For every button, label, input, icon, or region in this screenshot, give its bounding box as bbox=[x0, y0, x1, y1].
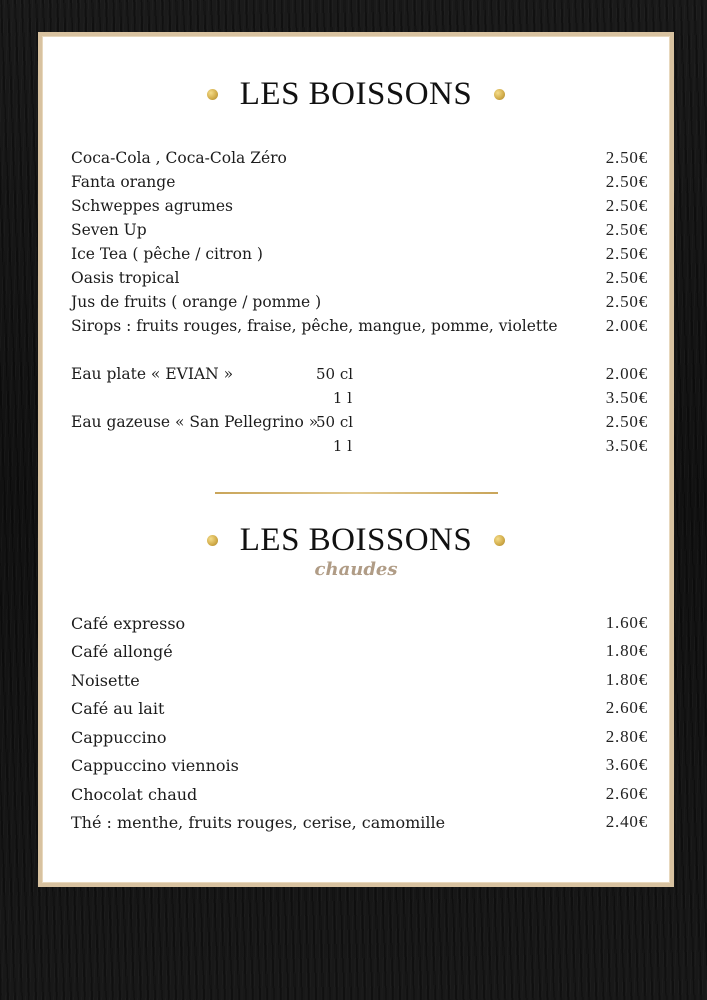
item-name: Noisette bbox=[71, 670, 140, 690]
gold-dot-icon bbox=[207, 89, 218, 100]
menu-card bbox=[38, 32, 674, 887]
item-name: Ice Tea ( pêche / citron ) bbox=[71, 245, 263, 263]
item-price: 1.60€ bbox=[605, 613, 648, 632]
item-name: Seven Up bbox=[71, 221, 147, 239]
gold-dot-icon bbox=[494, 535, 505, 546]
menu-item bbox=[71, 218, 648, 242]
menu-item bbox=[71, 810, 648, 834]
item-name: Café au lait bbox=[71, 698, 165, 718]
item-name: Chocolat chaud bbox=[71, 784, 198, 804]
item-price: 2.50€ bbox=[605, 148, 648, 167]
item-size: 1 l bbox=[332, 437, 352, 455]
item-price: 2.50€ bbox=[605, 244, 648, 263]
item-name: Cappuccino bbox=[71, 727, 167, 747]
item-name: Café allongé bbox=[71, 641, 173, 661]
item-name: Fanta orange bbox=[71, 173, 176, 191]
item-price: 2.00€ bbox=[605, 364, 648, 383]
item-price: 2.50€ bbox=[605, 292, 648, 311]
item-price: 2.40€ bbox=[605, 812, 648, 831]
water-item bbox=[71, 362, 648, 386]
item-price: 2.00€ bbox=[605, 316, 648, 335]
item-price: 2.50€ bbox=[605, 220, 648, 239]
item-size: 50 cl bbox=[316, 365, 354, 383]
item-name: Eau plate « EVIAN » bbox=[71, 365, 234, 383]
item-price: 3.60€ bbox=[605, 755, 648, 774]
item-name: Café expresso bbox=[71, 613, 186, 633]
menu-item bbox=[71, 725, 648, 749]
menu-item bbox=[71, 753, 648, 777]
item-name: Oasis tropical bbox=[71, 269, 180, 287]
item-name: Coca-Cola , Coca-Cola Zéro bbox=[71, 149, 287, 167]
water-item bbox=[71, 410, 648, 434]
menu-item bbox=[71, 782, 648, 806]
item-name: Sirops : fruits rouges, fraise, pêche, mangue, pomme, violette bbox=[71, 317, 558, 335]
item-price: 2.60€ bbox=[605, 698, 648, 717]
menu-item bbox=[71, 290, 648, 314]
hot-drinks-title: LES BOISSONS bbox=[239, 522, 473, 558]
item-price: 2.60€ bbox=[605, 784, 648, 803]
item-name: Cappuccino viennois bbox=[71, 755, 239, 775]
item-size: 50 cl bbox=[316, 413, 354, 431]
hot-drinks-subtitle: chaudes bbox=[314, 559, 398, 580]
hot-drinks-header bbox=[42, 522, 670, 559]
item-size: 1 l bbox=[332, 389, 352, 407]
menu-item bbox=[71, 170, 648, 194]
item-name: Schweppes agrumes bbox=[71, 197, 234, 215]
gold-divider bbox=[215, 492, 498, 494]
menu-item bbox=[71, 696, 648, 720]
menu-item bbox=[71, 242, 648, 266]
water-item bbox=[71, 386, 648, 410]
item-price: 1.80€ bbox=[605, 641, 648, 660]
cold-drinks-title: LES BOISSONS bbox=[239, 76, 473, 112]
item-price: 3.50€ bbox=[605, 436, 648, 455]
item-price: 1.80€ bbox=[605, 670, 648, 689]
menu-item bbox=[71, 668, 648, 692]
cold-drinks-header bbox=[42, 76, 670, 113]
item-price: 2.50€ bbox=[605, 196, 648, 215]
item-price: 2.50€ bbox=[605, 172, 648, 191]
gold-dot-icon bbox=[207, 535, 218, 546]
item-price: 2.50€ bbox=[605, 412, 648, 431]
item-name: Thé : menthe, fruits rouges, cerise, camomille bbox=[71, 812, 446, 832]
item-price: 2.80€ bbox=[605, 727, 648, 746]
menu-item bbox=[71, 266, 648, 290]
menu-item bbox=[71, 314, 648, 338]
item-name: Eau gazeuse « San Pellegrino » bbox=[71, 413, 319, 431]
item-price: 3.50€ bbox=[605, 388, 648, 407]
menu-item bbox=[71, 194, 648, 218]
item-name: Jus de fruits ( orange / pomme ) bbox=[71, 293, 322, 311]
menu-item bbox=[71, 611, 648, 635]
menu-item bbox=[71, 639, 648, 663]
item-price: 2.50€ bbox=[605, 268, 648, 287]
water-item bbox=[71, 434, 648, 458]
menu-item bbox=[71, 146, 648, 170]
gold-dot-icon bbox=[494, 89, 505, 100]
